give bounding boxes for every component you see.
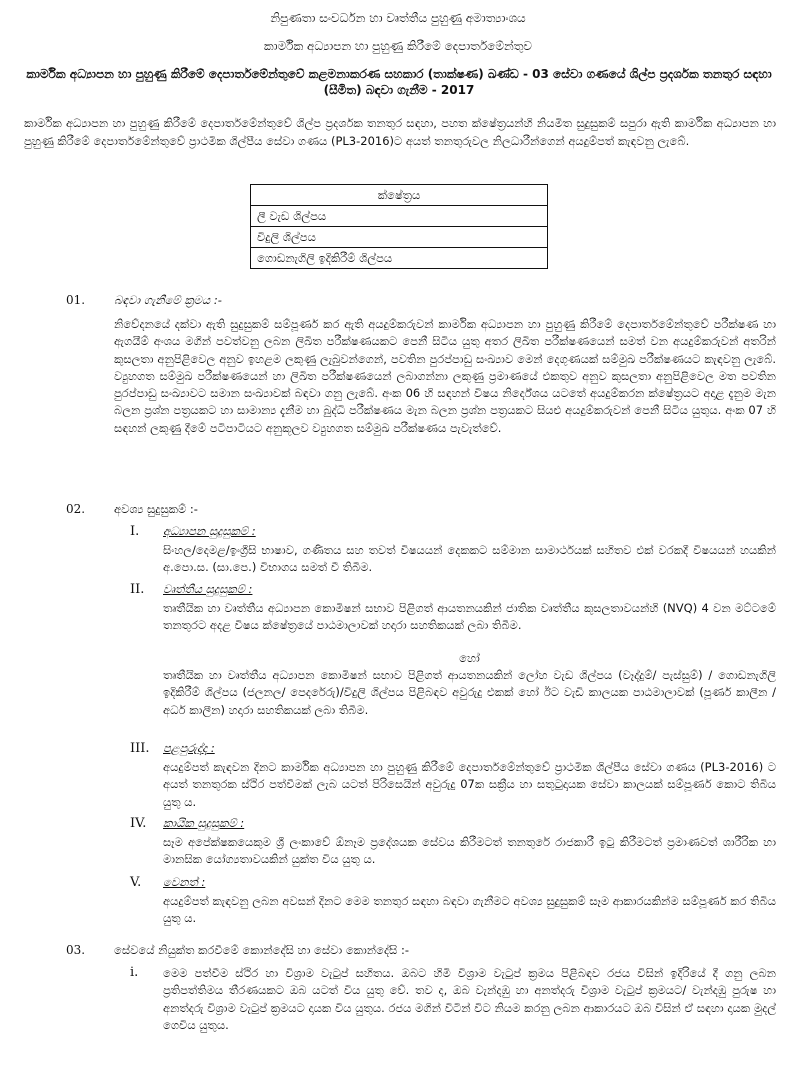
fields-table-row: ගොඩනැගිලි ඉදිකිරීම් ශිල්පය (251, 248, 548, 269)
item-title: වෙනත් : (163, 875, 206, 889)
item-numeral: I. (130, 524, 140, 539)
section-number: 01. (66, 293, 86, 307)
fields-table (250, 184, 548, 269)
item-body: අයදුම්පත් කැඳවන දිනට කාර්මික අධ්‍යාපන හා පුහුණු කිරීමේ දෙපාර්තමේන්තුවේ ප්‍රාථමික ශිල්පීය සේවා ගණය (PL3-2016) ට අයත් තනතුරක ස්ථිර පත්වීමක් ලැබ යටත් පිරිසෙයින් අවුරුදු 07ක සක්‍රීය හා සතුටුදායක සේවා කාලයක් සම්පූර්ණ කොට තිබිය යුතු ය. (163, 760, 776, 809)
intro-paragraph: කාර්මික අධ්‍යාපන හා පුහුණු කිරීමේ දෙපාර්තමේන්තුවේ ශිල්ප ප්‍රදර්ශක තනතුර සඳහා, පහත ක්ෂේත්‍රයන්හි නියමිත සුදුසුකම් සපුරා ඇති කාර්මික අධ්‍යාපන හා පුහුණු කිරීමේ දෙපාර්තමේන්තුවේ ප්‍රාථමික ශිල්පීය සේවා ගණය (PL3-2016)ට අයත් තනතුරුවල නිලධාරීන්ගෙන් අයදුම්පත් කැඳවනු ලැබේ. (24, 116, 776, 148)
item-alt-body: තෘතීයික හා වෘත්තීය අධ්‍යාපන කොමිෂන් සභාව පිළිගත් ආයතනයකින් ලෝහ වැඩ ශිල්පය (වෑද්දුම්/ පැස්සුම්) / ගොඩනැගිලි ඉදිකිරීම් ශිල්පය (ජලනල/ පෙදරේරු)/විදුලි ශිල්පය පිළිබඳව අවුරුදු එකක් හෝ ඊට වැඩි කාලයක පාඨමාලාවක් (පූර්ණ කාලීන / අර්ධ කාලීන) හදාරා සහතිකයක් ලබා තිබීම. (163, 668, 776, 717)
item-title: අධ්‍යාපන සුදුසුකම් : (163, 524, 256, 538)
section-body: නිවේදනයේ දක්වා ඇති සුදුසුකම් සම්පූර්ණ කර ඇති අයදුම්කරුවන් කාර්මික අධ්‍යාපන හා පුහුණු කිරීමේ දෙපාර්තමේන්තුවේ පරීක්ෂණ හා ඇගයීම් අංශය මගින් පවත්වනු ලබන ලිඛිත පරීක්ෂණයකට පෙනී සිටිය යුතු අතර ලිඛිත පරීක්ෂණයෙන් සමත් වන අයදුම්කරුවන් අතරින් කුසලතා අනුපිළිවෙල අනුව ඉහළම ලකුණු ලැබුවන්ගෙන්, පවතින පුරප්පාඩු සංඛ්‍යාව මෙන් දෙගුණයක් සම්මුඛ පරීක්ෂණයට කැඳවනු ලැබේ. ව්‍යුහගත සම්මුඛ පරීක්ෂණයෙන් හා ලිඛිත පරීක්ෂණයෙන් ලබාගන්නා ලකුණු ප්‍රමාණයේ එකතුව අනුව කුසලතා අනුපිළිවෙල මත පවතින පුරප්පාඩු සංඛ්‍යාවට සමාන සංඛ්‍යාවක් බඳවා ගනු ලැබේ. අංක 06 හි සඳහන් විෂය නිර්දේශය යටතේ අයදුම්කරන ක්ෂේත්‍රයට අදාළ දැනුම මැන බලන ප්‍රශ්න පත්‍රයකට හා සාමාන්‍ය දැනීම හා බුද්ධි පරීක්ෂණය මැන බලන ප්‍රශ්න පත්‍රයකට සියළු අයදුම්කරුවන් පෙනී සිටිය යුතුය. අංක 07 හි සඳහන් ලකුණු දීමේ පටිපාටියට අනුකූලව ව්‍යුහගත සම්මුඛ පරීක්ෂණය පැවැත්වේ. (114, 317, 776, 435)
item-numeral: IV. (130, 816, 147, 831)
department-name: කාර්මික අධ්‍යාපන හා පුහුණු කිරීමේ දෙපාර්තමේන්තුව (263, 39, 533, 53)
item-body: අයදුම්පත් කැඳවනු ලබන අවසන් දිනට මෙම තනතුර සඳහා බඳවා ගැනීමට අවශ්‍ය සුදුසුකම් සෑම ආකාරයකින්ම සම්පූර්ණ කර තිබිය යුතු ය. (163, 894, 776, 926)
ministry-name: නිපුණතා සංවර්ධන හා වෘත්තීය පුහුණු අමාත්‍යාංශය (270, 11, 526, 25)
section-title: සේවයේ නියුක්ත කරවීමේ කොන්දේසි හා සේවා කොන්දේසි :- (114, 943, 409, 957)
section-title: බඳවා ගැනීමේ ක්‍රමය :- (114, 293, 222, 307)
item-numeral: III. (130, 741, 150, 756)
notice-title: කාර්මික අධ්‍යාපන හා පුහුණු කිරීමේ දෙපාර්තමේන්තුවේ කළමනාකරණ සහකාර (තාක්ෂණ) ඛණ්ඩ - 03 සේවා ගණයේ ශිල්ප ප්‍රදර්ශක තනතුර සඳහා (සීමිත) බඳවා ගැනීම - 2017 (26, 67, 772, 97)
item-body: මෙම පත්වීම ස්ථිර හා විශ්‍රාම වැටුප් සහිතය. ඔබට හිමි විශ්‍රාම වැටුප් ක්‍රමය පිළිබඳව රජය විසින් ඉදිරියේ දී ගනු ලබන ප්‍රතිපත්තිමය තීරණයකට ඔබ යටත් විය යුතු වේ. තව ද, ඔබ වැන්දඹු හා අනත්දරු විශ්‍රාම වැටුප් ක්‍රමයට/ වැන්දඹු පුරුෂ හා අනත්දරු විශ්‍රාම වැටුප් ක්‍රමයට දායක විය යුතුය. රජය මගින් විටින් විට නියම කරනු ලබන ආකාරයට ඔබ විසින් ඒ සඳහා දායක මුදල් ගෙවිය යුතුය. (163, 966, 776, 1032)
section-number: 03. (66, 943, 86, 957)
fields-table-header: ක්ෂේත්‍රය (251, 185, 548, 206)
section-number: 02. (66, 502, 86, 516)
item-numeral: V. (130, 875, 142, 890)
or-separator: හෝ (459, 651, 480, 665)
section-title: අවශ්‍ය සුදුසුකම් :- (114, 502, 198, 516)
item-body: තෘතීයික හා වෘත්තීය අධ්‍යාපන කොමිෂන් සභාව පිළිගත් ආයතනයකින් ජාතික වෘත්තීය කුසලතාවයන්හි (NVQ) 4 වන මට්ටමේ තනතුරට අදළ විෂය ක්ෂේත්‍රයේ පාඨමාලාවක් හදාරා සහතිකයක් ලබා තිබීම. (163, 601, 776, 633)
item-numeral: II. (130, 582, 145, 597)
item-body: සිංහල/දෙමළ/ඉංග්‍රීසි භාෂාව, ගණිතය සහ තවත් විෂයයන් දෙකකට සම්මාන සාමාර්ථයක් සහිතව එක් වරකදී විෂයයන් හයකින් අ.පො.ස. (සා.පෙ.) විභාගය සමත් වී තිබීම. (163, 543, 776, 575)
item-title: කායික සුදුසුකම් : (163, 816, 245, 830)
item-numeral: i. (130, 965, 139, 980)
fields-table-row: ලී වැඩ ශිල්පය (251, 206, 548, 227)
item-title: වෘත්තීය සුදුසුකම් : (163, 582, 253, 596)
fields-table-row: විදුලි ශිල්පය (251, 227, 548, 248)
item-body: සෑම අපේක්ෂකයෙකුම ශ්‍රී ලංකාවේ ඕනෑම ප්‍රදේශයක සේවය කිරීමටත් තනතුරේ රාජකාරී ඉටු කිරීමටත් ප්‍රමාණවත් ශාරීරික හා මානසික යෝග්‍යතාවයකින් යුක්ත විය යුතු ය. (163, 835, 776, 867)
item-title: පළපුරුද්ද : (163, 741, 215, 755)
